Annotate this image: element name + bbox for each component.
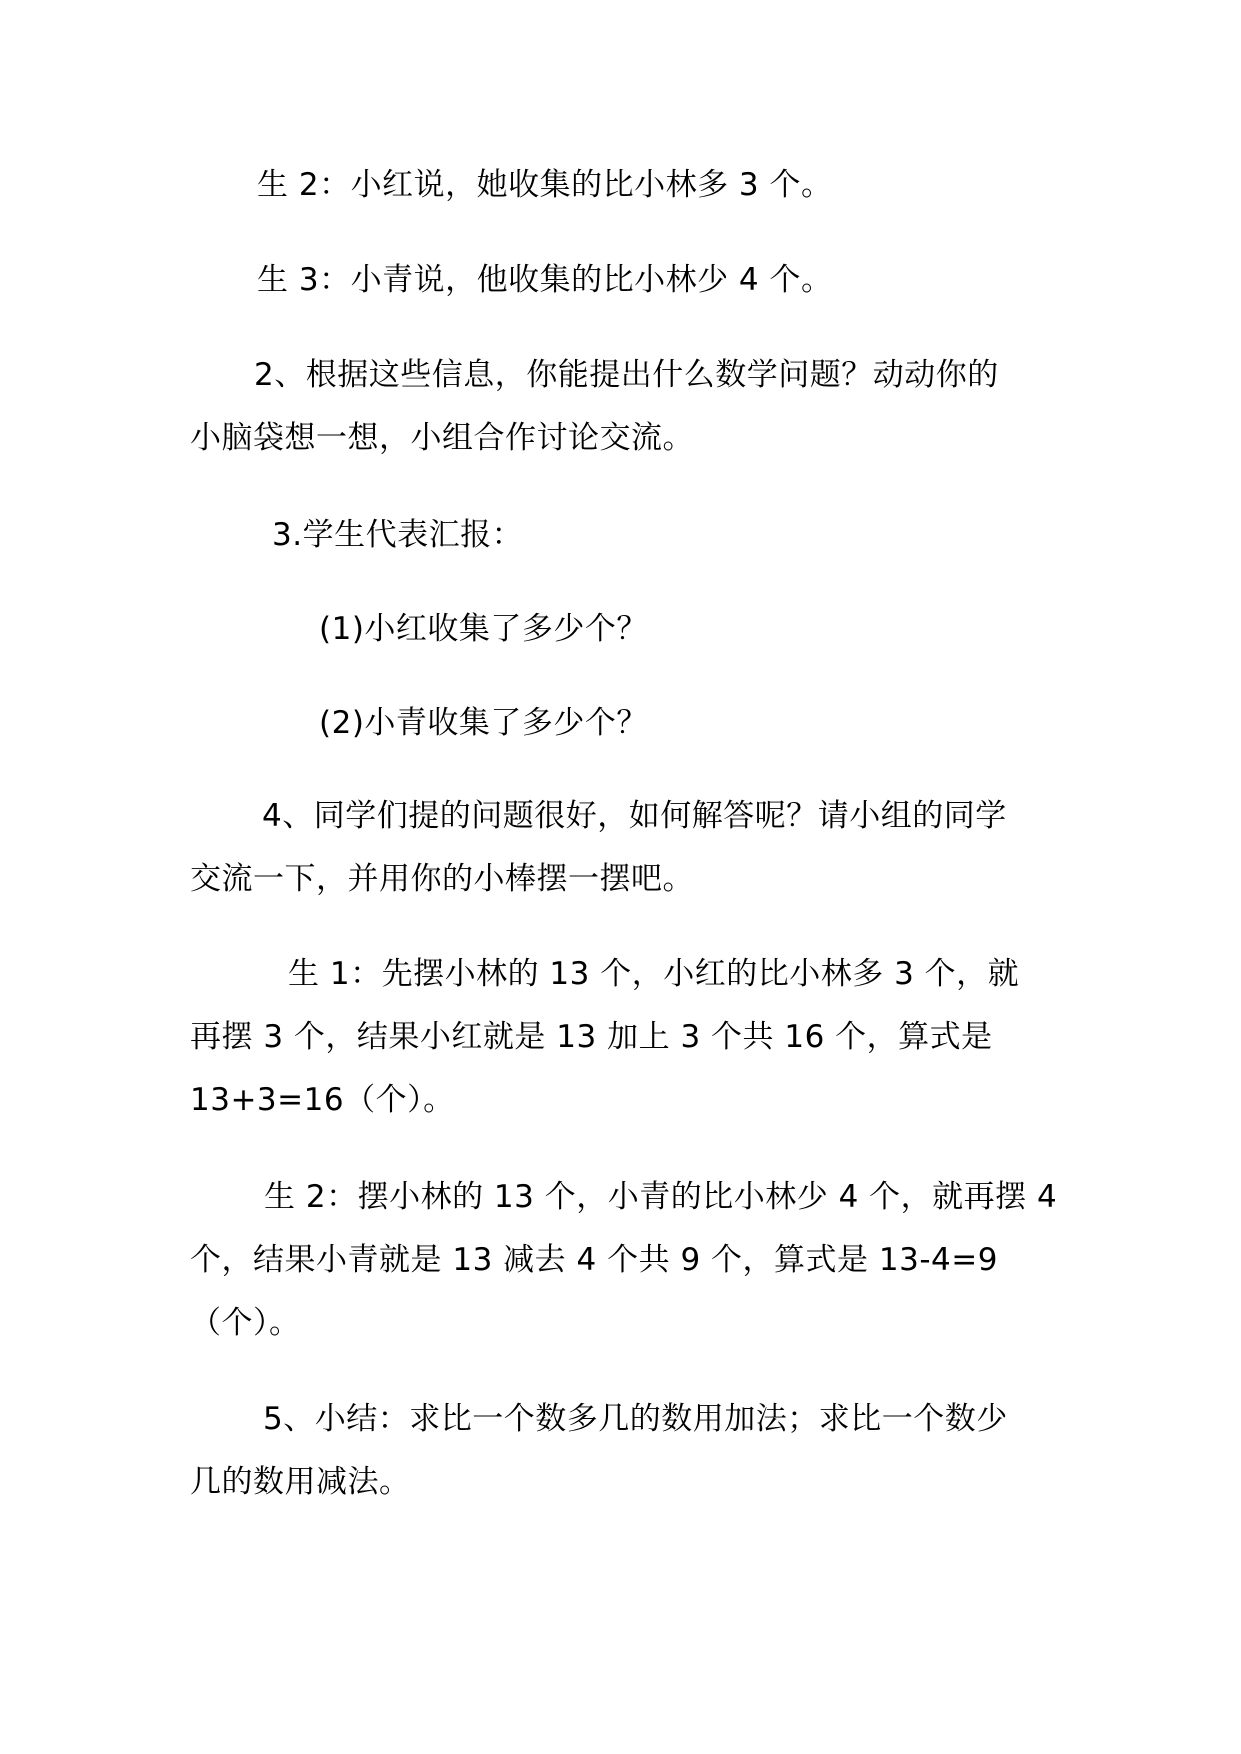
answer-student-1-line-3: 13+3=16（个）。	[190, 1082, 455, 1118]
dialogue-student-3-xiaoqing: 生 3：小青说，他收集的比小林少 4 个。	[257, 262, 833, 298]
question-2: (2)小青收集了多少个？	[319, 705, 648, 741]
step-5-summary-line-2: 几的数用减法。	[190, 1464, 411, 1500]
step-4-line-2: 交流一下，并用你的小棒摆一摆吧。	[190, 861, 694, 897]
step-5-summary-line-1: 5、小结：求比一个数多几的数用加法；求比一个数少	[263, 1401, 1008, 1437]
step-2-question-line-1: 2、根据这些信息，你能提出什么数学问题？动动你的	[254, 357, 999, 393]
answer-student-2-line-2: 个，结果小青就是 13 减去 4 个共 9 个，算式是 13-4=9	[190, 1242, 998, 1278]
answer-student-2-line-1: 生 2：摆小林的 13 个，小青的比小林少 4 个，就再摆 4	[264, 1179, 1058, 1215]
answer-student-1-line-1: 生 1：先摆小林的 13 个，小红的比小林多 3 个，就	[288, 956, 1020, 992]
dialogue-student-2-xiaohong: 生 2：小红说，她收集的比小林多 3 个。	[257, 167, 833, 203]
step-3-heading: 3.学生代表汇报：	[272, 517, 524, 553]
answer-student-2-line-3: （个）。	[190, 1305, 301, 1341]
step-4-line-1: 4、同学们提的问题很好，如何解答呢？请小组的同学	[262, 798, 1007, 834]
question-1: (1)小红收集了多少个？	[319, 611, 648, 647]
answer-student-1-line-2: 再摆 3 个，结果小红就是 13 加上 3 个共 16 个，算式是	[190, 1019, 993, 1055]
step-2-question-line-2: 小脑袋想一想，小组合作讨论交流。	[190, 420, 694, 456]
